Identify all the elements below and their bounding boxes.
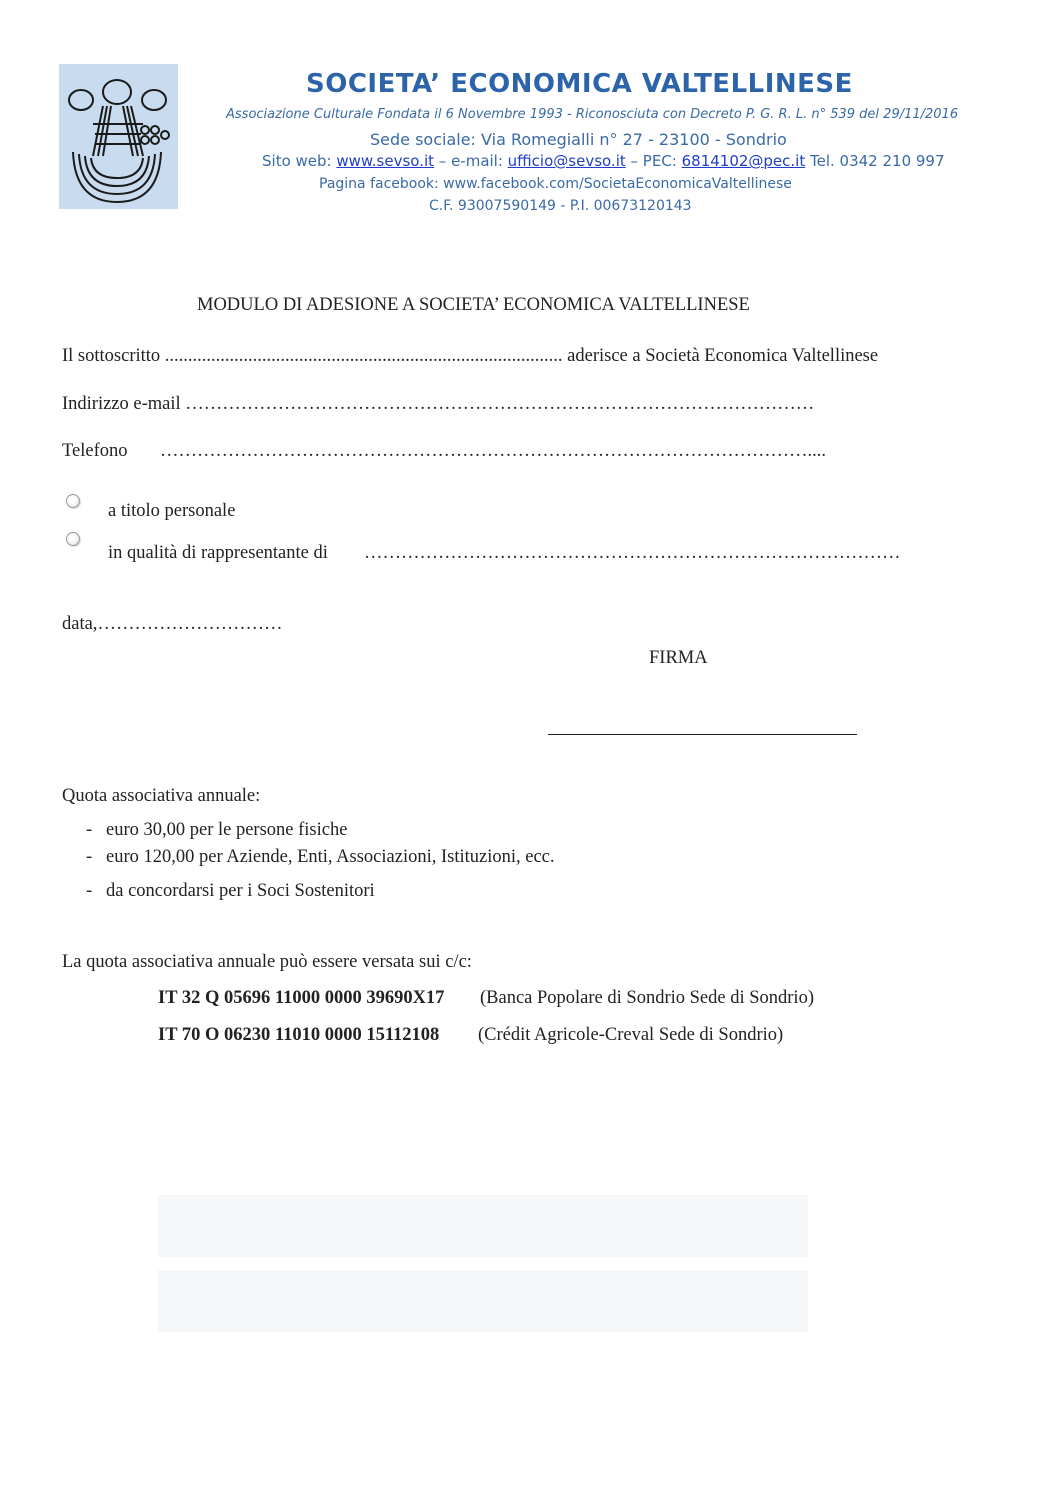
- option-representative-label: in qualità di rappresentante di: [108, 543, 328, 563]
- account-bank: (Banca Popolare di Sondrio Sede di Sondrio): [480, 988, 814, 1008]
- bullet-dash: -: [86, 881, 93, 901]
- fee-item-text: euro 120,00 per Aziende, Enti, Associazioni, Istituzioni, ecc.: [106, 847, 555, 867]
- email-field[interactable]: …………………………………………………………………………………………: [185, 394, 815, 414]
- fee-item: [0, 820, 700, 844]
- payment-heading: La quota associativa annuale può essere versata sui c/c:: [62, 952, 472, 972]
- facebook-line: Pagina facebook: www.facebook.com/SocietaEconomicaValtellinese: [319, 176, 792, 192]
- pec-link[interactable]: 6814102@pec.it: [681, 152, 806, 170]
- undersigned-field[interactable]: ......................................................................................: [164, 346, 563, 366]
- org-name: SOCIETA’ ECONOMICA VALTELLINESE: [306, 69, 853, 99]
- date-label: data,: [62, 614, 98, 634]
- website-link[interactable]: www.sevso.it: [336, 152, 435, 170]
- phone-row: [62, 441, 127, 462]
- representative-field[interactable]: ……………………………………………………………………………: [364, 543, 901, 563]
- option-personal-label: a titolo personale: [108, 501, 236, 521]
- email-label: – e-mail:: [434, 152, 508, 170]
- phone-number: Tel. 0342 210 997: [805, 152, 945, 170]
- phone-label: Telefono: [62, 441, 128, 461]
- date-field[interactable]: …………………………: [97, 614, 283, 634]
- bullet-dash: -: [86, 820, 93, 840]
- tax-info: C.F. 93007590149 - P.I. 00673120143: [429, 198, 692, 214]
- account-iban: IT 70 O 06230 11010 0000 15112108: [158, 1025, 440, 1045]
- fee-item-text: da concordarsi per i Soci Sostenitori: [106, 881, 375, 901]
- site-label: Sito web:: [262, 152, 337, 170]
- email-link[interactable]: ufficio@sevso.it: [507, 152, 626, 170]
- fees-heading: Quota associativa annuale:: [62, 786, 261, 806]
- email-row: [62, 394, 814, 415]
- form-title: MODULO DI ADESIONE A SOCIETA’ ECONOMICA VALTELLINESE: [197, 295, 750, 315]
- logo: [59, 64, 178, 209]
- signature-line[interactable]: [548, 734, 857, 735]
- option-representative-radio[interactable]: [66, 532, 80, 546]
- pec-label: – PEC:: [625, 152, 682, 170]
- phone-field[interactable]: ……………………………………………………………………………………………....: [160, 441, 826, 461]
- faint-block: [158, 1195, 808, 1257]
- bullet-dash: -: [86, 847, 93, 867]
- undersigned-label: Il sottoscritto: [62, 346, 161, 366]
- undersigned-suffix: aderisce a Società Economica Valtellinese: [567, 346, 879, 366]
- account-bank: (Crédit Agricole-Creval Sede di Sondrio): [478, 1025, 784, 1045]
- contact-line: [262, 152, 945, 170]
- option-personal-radio[interactable]: [66, 494, 80, 508]
- date-row: [62, 614, 282, 635]
- society-emblem-icon: [59, 64, 178, 209]
- fee-item: [0, 847, 700, 871]
- fee-item: [0, 881, 700, 905]
- faint-block: [158, 1270, 808, 1332]
- email-label: Indirizzo e-mail: [62, 394, 181, 414]
- account-iban: IT 32 Q 05696 11000 0000 39690X17: [158, 988, 445, 1008]
- signature-label: FIRMA: [649, 648, 708, 668]
- founding-info: Associazione Culturale Fondata il 6 Novembre 1993 - Riconosciuta con Decreto P. G. R. L. n° 539 del 29/11/2016: [226, 107, 959, 122]
- undersigned-row: [62, 346, 878, 367]
- fee-item-text: euro 30,00 per le persone fisiche: [106, 820, 348, 840]
- address-line: Sede sociale: Via Romegialli n° 27 - 23100 - Sondrio: [370, 130, 787, 149]
